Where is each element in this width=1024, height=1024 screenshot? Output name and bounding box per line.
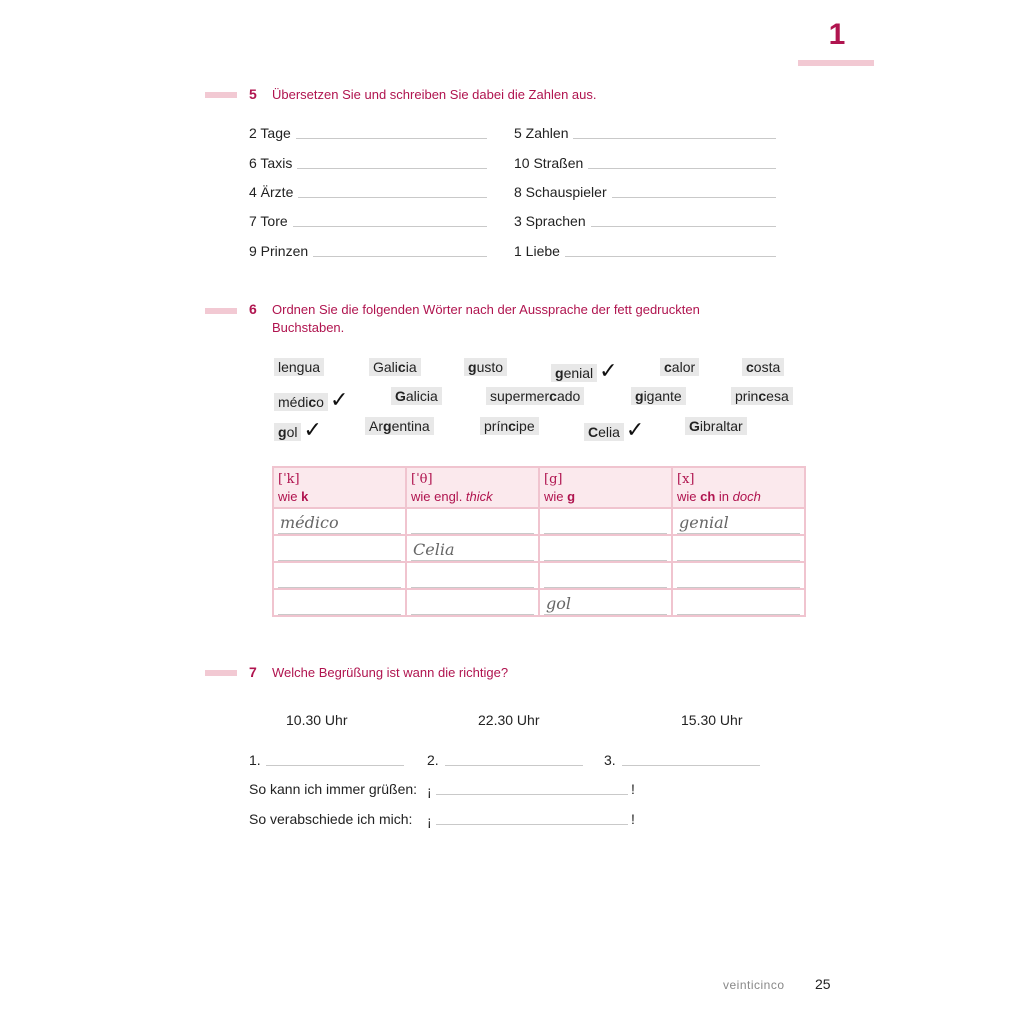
- word-item: [742, 359, 784, 377]
- word-part: enial: [563, 365, 594, 381]
- word-text: [369, 358, 421, 376]
- word-text: [274, 423, 301, 441]
- checkmark-icon: ✓: [303, 418, 322, 443]
- header-bold: g: [567, 489, 576, 504]
- word-item: [685, 418, 747, 436]
- table-cell[interactable]: [539, 562, 672, 589]
- time-2: 22.30 Uhr: [478, 712, 540, 728]
- answer-line-3[interactable]: [622, 765, 760, 766]
- exercise-5-bar: [205, 92, 237, 98]
- cell-answer-line: [278, 565, 401, 588]
- phonetic-symbol: [x]: [677, 472, 695, 487]
- table-cell[interactable]: [539, 589, 672, 616]
- exercise-6-bar: [205, 308, 237, 314]
- ex5-left-label: 6 Taxis: [249, 155, 293, 171]
- cell-answer-line: [677, 565, 800, 588]
- cell-answer-line: [677, 538, 800, 561]
- cell-answer-line: [544, 592, 667, 615]
- word-item: [369, 359, 421, 377]
- word-bold-letters: G: [689, 418, 700, 434]
- table-cell[interactable]: [406, 562, 539, 589]
- farewell-open-mark: ¡: [427, 813, 432, 829]
- word-bold-letters: c: [308, 394, 317, 410]
- header-text: wie: [278, 489, 302, 504]
- ex5-right-label: 1 Liebe: [514, 243, 560, 259]
- word-bold-letters: c: [758, 388, 767, 404]
- word-bold-letters: g: [468, 359, 477, 375]
- greeting-close-mark: !: [631, 781, 635, 797]
- word-text: [480, 417, 539, 435]
- checkmark-icon: ✓: [599, 359, 618, 384]
- word-bold-letters: g: [278, 424, 287, 440]
- ex5-left-label: 9 Prinzen: [249, 243, 309, 259]
- checkmark-icon: ✓: [625, 418, 645, 443]
- word-bold-letters: c: [508, 418, 516, 434]
- word-part: Gali: [373, 359, 398, 375]
- farewell-label: So verabschiede ich mich:: [249, 811, 413, 827]
- ex5-right-answer-line[interactable]: [565, 256, 776, 257]
- word-item: [464, 359, 507, 377]
- header-bold: k: [301, 489, 309, 504]
- header-text: wie: [677, 489, 701, 504]
- word-text: [685, 417, 747, 435]
- phonetic-symbol: [ˈk]: [278, 472, 300, 487]
- pronunciation-table: [272, 466, 806, 617]
- ex5-left-answer-line[interactable]: [313, 256, 487, 257]
- cell-answer-line: [278, 511, 401, 534]
- word-bold-letters: G: [395, 388, 406, 404]
- phonetic-description: [544, 488, 667, 505]
- exercise-5-title: Übersetzen Sie und schreiben Sie dabei die Zahlen aus.: [272, 87, 597, 102]
- cell-answer-line: [677, 511, 800, 534]
- word-item: [584, 418, 644, 443]
- handwritten-answer: gol: [546, 594, 571, 613]
- word-bold-letters: g: [383, 418, 392, 434]
- word-item: [274, 388, 348, 413]
- word-part: lengua: [278, 359, 321, 375]
- word-text: [631, 387, 686, 405]
- word-item: [480, 418, 539, 436]
- word-bold-letters: c: [397, 359, 406, 375]
- table-cell[interactable]: [406, 535, 539, 562]
- time-3: 15.30 Uhr: [681, 712, 743, 728]
- table-cell[interactable]: [273, 562, 406, 589]
- word-part: médi: [278, 394, 309, 410]
- word-bold-letters: c: [549, 388, 557, 404]
- table-row: [273, 562, 805, 589]
- word-part: ia: [405, 359, 417, 375]
- ex5-right-label: 3 Sprachen: [514, 213, 586, 229]
- header-italic: thick: [465, 489, 493, 504]
- word-item: [731, 388, 793, 406]
- word-part: esa: [766, 388, 789, 404]
- phonetic-symbol: [g]: [544, 472, 563, 487]
- cell-answer-line: [278, 538, 401, 561]
- word-item: [631, 388, 686, 406]
- table-cell[interactable]: [273, 508, 406, 535]
- greeting-line[interactable]: [436, 794, 628, 795]
- word-bold-letters: c: [664, 359, 672, 375]
- ex5-left-label: 4 Ärzte: [249, 184, 294, 200]
- table-cell[interactable]: [406, 589, 539, 616]
- word-part: usto: [476, 359, 504, 375]
- word-item: [274, 418, 322, 443]
- ex5-right-answer-line[interactable]: [612, 197, 776, 198]
- answer-line-1[interactable]: [266, 765, 404, 766]
- phonetic-description: [411, 488, 534, 505]
- header-text: in: [715, 489, 733, 504]
- word-text: [660, 358, 699, 376]
- word-text: [274, 358, 324, 376]
- cell-answer-line: [544, 511, 667, 534]
- word-part: osta: [753, 359, 781, 375]
- table-cell[interactable]: [539, 508, 672, 535]
- word-item: [365, 418, 434, 436]
- handwritten-answer: Celia: [413, 540, 455, 559]
- table-cell[interactable]: [539, 535, 672, 562]
- header-text: wie: [544, 489, 568, 504]
- ex5-left-answer-line[interactable]: [298, 197, 487, 198]
- cell-answer-line: [544, 565, 667, 588]
- ex5-right-answer-line[interactable]: [573, 138, 776, 139]
- word-bold-letters: g: [635, 388, 644, 404]
- table-row: [273, 535, 805, 562]
- ex5-right-label: 8 Schauspieler: [514, 184, 607, 200]
- word-part: entina: [391, 418, 430, 434]
- ex5-left-answer-line[interactable]: [293, 226, 487, 227]
- header-italic: doch: [732, 489, 761, 504]
- exercise-7-bar: [205, 670, 237, 676]
- exercise-6-title-line-1: Ordnen Sie die folgenden Wörter nach der Aussprache der fett gedruckten: [272, 302, 700, 317]
- word-part: ipe: [515, 418, 535, 434]
- word-part: ibraltar: [699, 418, 743, 434]
- cell-answer-line: [411, 565, 534, 588]
- word-item: [274, 359, 324, 377]
- word-part: Ar: [369, 418, 383, 434]
- ex5-left-answer-line[interactable]: [297, 168, 487, 169]
- table-row: [273, 589, 805, 616]
- table-cell[interactable]: [406, 508, 539, 535]
- page-word: veinticinco: [723, 978, 785, 992]
- table-cell[interactable]: [672, 589, 805, 616]
- ex5-right-answer-line[interactable]: [591, 226, 776, 227]
- word-part: elia: [598, 424, 620, 440]
- cell-answer-line: [411, 511, 534, 534]
- word-text: [365, 417, 434, 435]
- word-text: [391, 387, 442, 405]
- header-text: wie engl.: [411, 489, 466, 504]
- word-part: alor: [671, 359, 696, 375]
- ex5-left-label: 2 Tage: [249, 125, 291, 141]
- table-cell[interactable]: [273, 589, 406, 616]
- word-part: prín: [484, 418, 509, 434]
- answer-label-3: 3.: [604, 752, 616, 768]
- cell-answer-line: [677, 592, 800, 615]
- table-row: [273, 508, 805, 535]
- word-part: supermer: [490, 388, 550, 404]
- word-text: [464, 358, 507, 376]
- table-cell[interactable]: [672, 535, 805, 562]
- phonetic-description: [677, 488, 800, 505]
- word-text: [486, 387, 584, 405]
- word-item: [660, 359, 699, 377]
- table-cell[interactable]: [672, 508, 805, 535]
- farewell-line[interactable]: [436, 824, 628, 825]
- exercise-5-number: 5: [249, 86, 257, 102]
- table-cell[interactable]: [672, 562, 805, 589]
- cell-answer-line: [411, 592, 534, 615]
- word-bold-letters: g: [555, 365, 564, 381]
- chapter-bar: [798, 60, 874, 66]
- exercise-7-number: 7: [249, 664, 257, 680]
- answer-label-2: 2.: [427, 752, 439, 768]
- word-text: [731, 387, 793, 405]
- greeting-label: So kann ich immer grüßen:: [249, 781, 418, 797]
- exercise-7-title: Welche Begrüßung ist wann die richtige?: [272, 665, 509, 680]
- chapter-number: 1: [828, 18, 846, 51]
- farewell-close-mark: !: [631, 811, 635, 827]
- phonetic-description: [278, 488, 401, 505]
- word-text: [274, 393, 328, 411]
- word-text: [584, 423, 624, 441]
- word-bold-letters: c: [746, 359, 754, 375]
- word-text: [551, 364, 597, 382]
- word-item: [391, 388, 442, 406]
- table-header: [273, 467, 406, 508]
- word-part: ol: [286, 424, 298, 440]
- ex5-left-answer-line[interactable]: [296, 138, 487, 139]
- ex5-left-label: 7 Tore: [249, 213, 288, 229]
- exercise-6-number: 6: [249, 301, 257, 317]
- ex5-right-label: 10 Straßen: [514, 155, 584, 171]
- word-part: igante: [643, 388, 682, 404]
- word-part: alicia: [405, 388, 438, 404]
- handwritten-answer: médico: [280, 513, 339, 532]
- checkmark-icon: ✓: [329, 388, 349, 413]
- cell-answer-line: [411, 538, 534, 561]
- table-header: [672, 467, 805, 508]
- word-bold-letters: C: [588, 424, 599, 440]
- time-1: 10.30 Uhr: [286, 712, 348, 728]
- table-header: [539, 467, 672, 508]
- word-item: [486, 388, 584, 406]
- table-cell[interactable]: [273, 535, 406, 562]
- table-header: [406, 467, 539, 508]
- answer-label-1: 1.: [249, 752, 261, 768]
- handwritten-answer: genial: [679, 513, 729, 532]
- word-part: prin: [735, 388, 759, 404]
- word-item: [551, 359, 618, 384]
- word-part: o: [316, 394, 324, 410]
- phonetic-symbol: [ˈθ]: [411, 472, 433, 487]
- cell-answer-line: [544, 538, 667, 561]
- word-part: ado: [556, 388, 581, 404]
- exercise-6-title-line-2: Buchstaben.: [272, 320, 345, 335]
- ex5-right-label: 5 Zahlen: [514, 125, 569, 141]
- cell-answer-line: [278, 592, 401, 615]
- word-text: [742, 358, 784, 376]
- ex5-right-answer-line[interactable]: [588, 168, 776, 169]
- greeting-open-mark: ¡: [427, 783, 432, 799]
- header-bold: ch: [700, 489, 716, 504]
- answer-line-2[interactable]: [445, 765, 583, 766]
- page-number: 25: [815, 976, 831, 992]
